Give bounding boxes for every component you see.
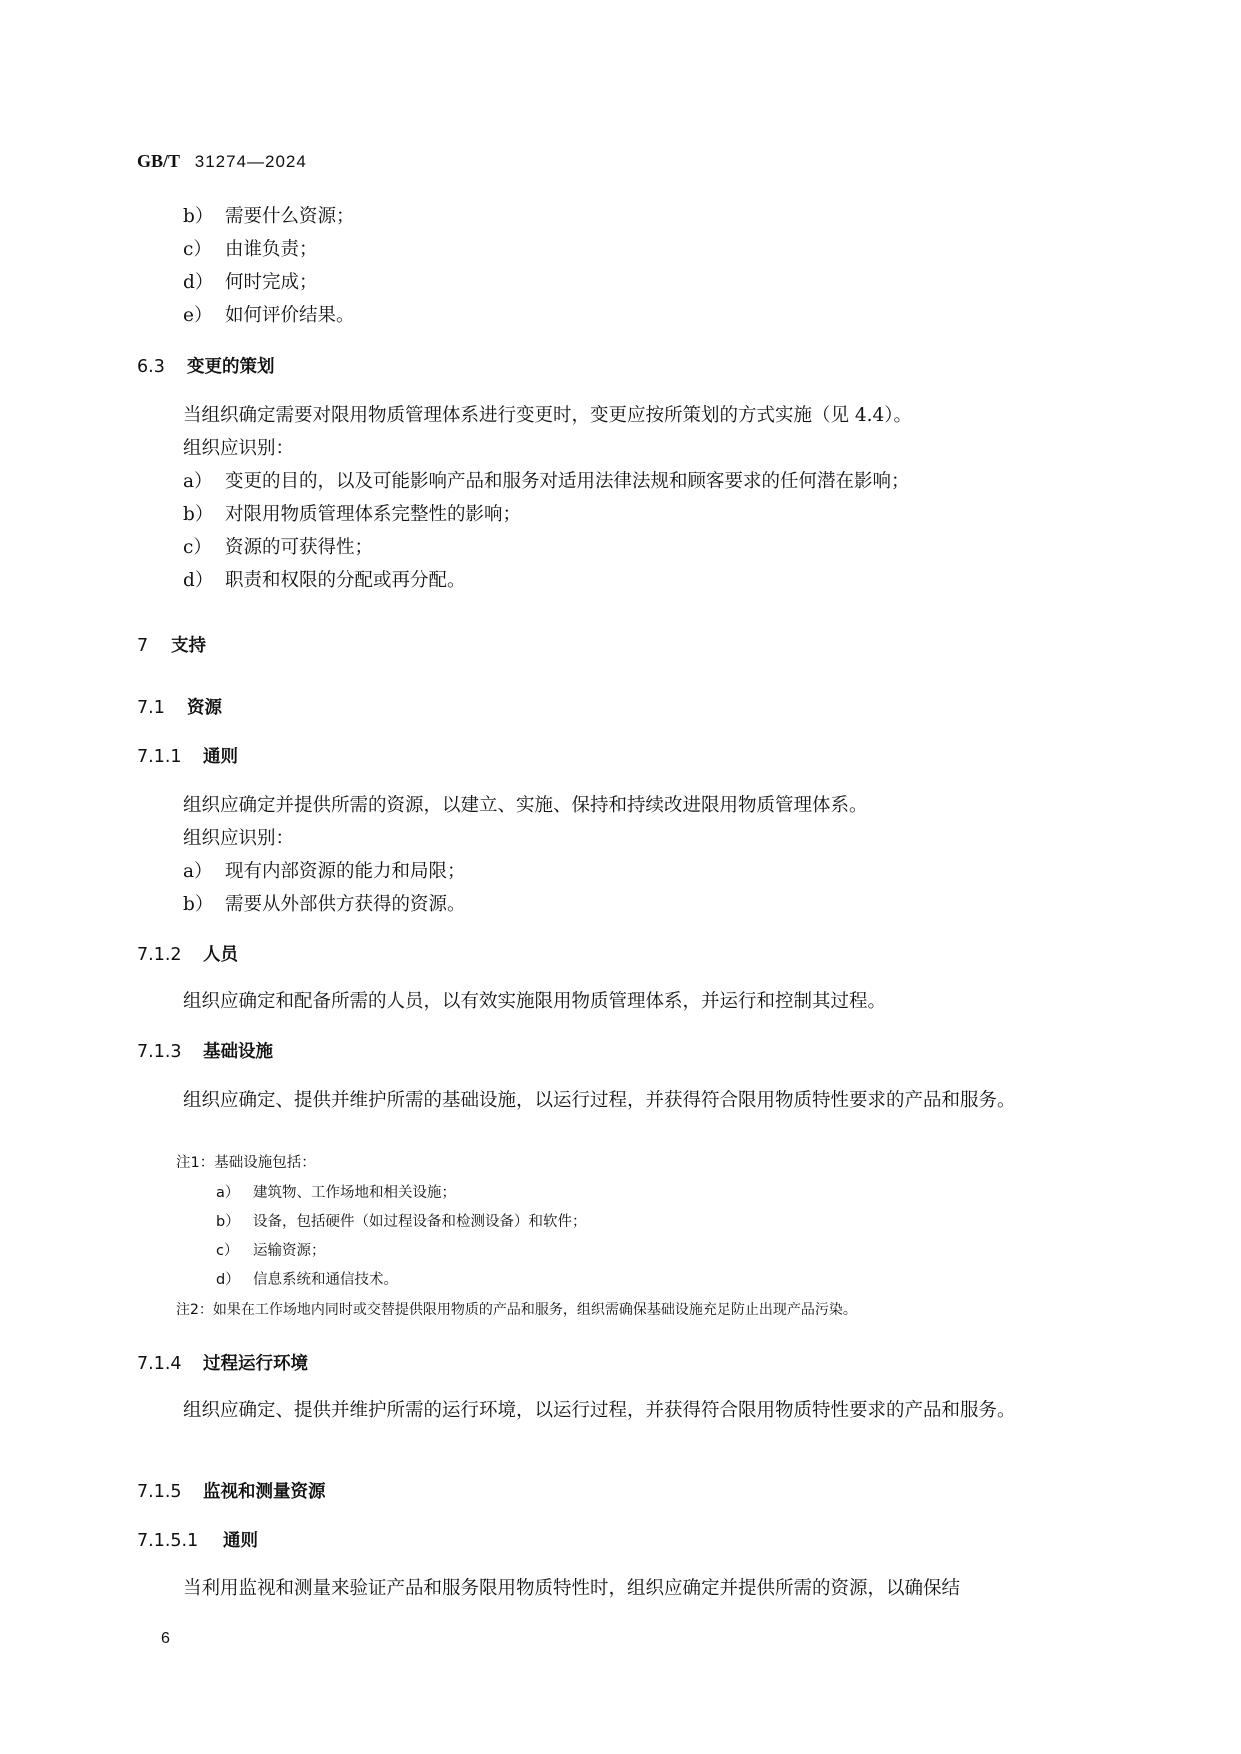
paragraph: 组织应识别：: [183, 828, 295, 849]
standard-number: 31274—2024: [194, 152, 307, 171]
section-heading-7-1-3: 7.1.3 基础设施: [137, 1042, 273, 1062]
paragraph: 组织应确定并提供所需的资源，以建立、实施、保持和持续改进限用物质管理体系。: [183, 795, 868, 816]
list-item: a） 现有内部资源的能力和局限；: [183, 861, 466, 882]
section-heading-7-1-5: 7.1.5 监视和测量资源: [137, 1482, 326, 1502]
note-list-item: d） 信息系统和通信技术。: [216, 1272, 398, 1288]
list-item: e） 如何评价结果。: [183, 305, 355, 326]
list-item: c） 资源的可获得性；: [183, 537, 374, 558]
paragraph: 组织应确定、提供并维护所需的基础设施，以运行过程，并获得符合限用物质特性要求的产品和服务。: [183, 1090, 1016, 1111]
note-list-item: b） 设备，包括硬件（如过程设备和检测设备）和软件；: [216, 1214, 587, 1230]
section-heading-7-1: 7.1 资源: [137, 698, 222, 718]
list-item: d） 何时完成；: [183, 272, 318, 293]
list-item: b） 对限用物质管理体系完整性的影响；: [183, 504, 522, 525]
paragraph: 组织应识别：: [183, 438, 295, 459]
section-heading-7-1-5-1: 7.1.5.1 通则: [137, 1531, 258, 1551]
chapter-heading-7: 7 支持: [137, 636, 206, 656]
list-item: c） 由谁负责；: [183, 239, 318, 260]
note-1: 注1：基础设施包括：: [176, 1155, 316, 1171]
note-list-item: a） 建筑物、工作场地和相关设施；: [216, 1185, 456, 1201]
paragraph: 组织应确定和配备所需的人员，以有效实施限用物质管理体系，并运行和控制其过程。: [183, 991, 887, 1012]
section-heading-7-1-1: 7.1.1 通则: [137, 747, 238, 767]
paragraph: 组织应确定、提供并维护所需的运行环境，以运行过程，并获得符合限用物质特性要求的产品和服务。: [183, 1400, 1016, 1421]
document-header: [137, 150, 307, 173]
page-number: 6: [161, 1630, 170, 1647]
note-2: 注2：如果在工作场地内同时或交替提供限用物质的产品和服务，组织需确保基础设施充足防止出现产品污染。: [176, 1302, 857, 1318]
paragraph: 当组织确定需要对限用物质管理体系进行变更时，变更应按所策划的方式实施（见 4.4）。: [183, 405, 913, 426]
standard-code: GB/T: [137, 151, 181, 171]
list-item: b） 需要从外部供方获得的资源。: [183, 894, 466, 915]
section-heading-6-3: 6.3 变更的策划: [137, 357, 275, 377]
note-list-item: c） 运输资源；: [216, 1243, 326, 1259]
section-heading-7-1-2: 7.1.2 人员: [137, 945, 238, 965]
paragraph: 当利用监视和测量来验证产品和服务限用物质特性时，组织应确定并提供所需的资源，以确保结: [183, 1578, 961, 1599]
list-item: a） 变更的目的，以及可能影响产品和服务对适用法律法规和顾客要求的任何潜在影响；: [183, 471, 910, 492]
list-item: d） 职责和权限的分配或再分配。: [183, 570, 466, 591]
list-item: b） 需要什么资源；: [183, 206, 355, 227]
section-heading-7-1-4: 7.1.4 过程运行环境: [137, 1354, 308, 1374]
